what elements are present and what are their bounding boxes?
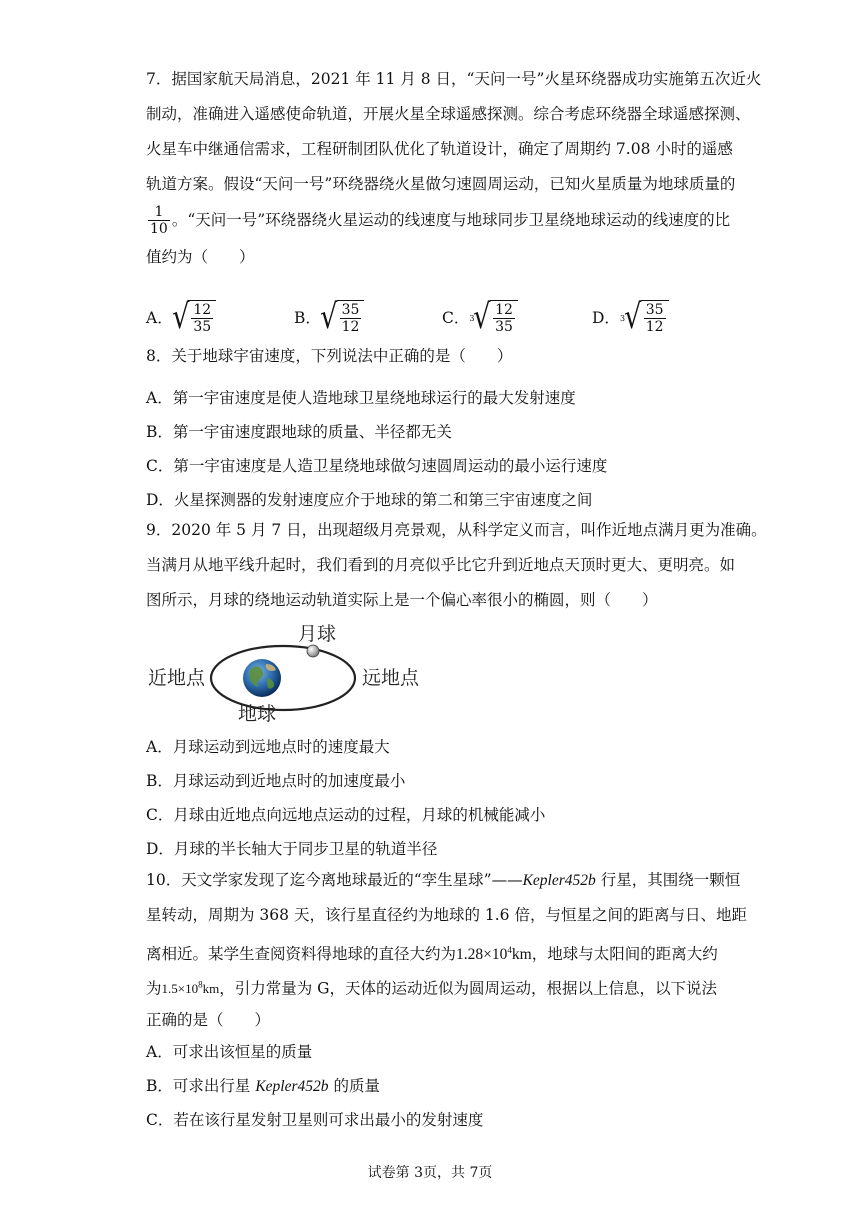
q10-line-2: 星转动，周期为 368 天，该行星直径约为地球的 1.6 倍，与恒星之间的距离与日、地距 [146,906,747,924]
question-7 [146,62,762,275]
q9-option-d[interactable]: D．月球的半长轴大于同步卫星的轨道半径 [146,840,438,858]
q9-line-3: 图所示，月球的绕地运动轨道实际上是一个偏心率很小的椭圆，则（ ） [146,591,658,609]
q10-option-b[interactable]: B．可求出行星 Kepler452b 的质量 [146,1077,380,1095]
q9-option-a[interactable]: A．月球运动到远地点时的速度最大 [146,738,390,756]
q7-option-b[interactable]: B． √ $\frac{35}{12}$ [294,296,364,338]
label-apogee: 远地点 [362,667,420,689]
label-moon: 月球 [298,623,337,645]
q7-line-1: 7．据国家航天局消息，2021 年 11 月 8 日，“天问一号”火星环绕器成功实施第五次近火 [146,70,762,88]
label-earth: 地球 [238,703,277,725]
q10-line-3: 离相近。某学生查阅资料得地球的直径大约为$1.28\times 10^4km$，地球与太阳间的距离大约 [146,945,718,964]
q7-line-2: 制动，准确进入遥感使命轨道，开展火星全球遥感探测。综合考虑环绕器全球遥感探测、 [146,105,751,123]
orbit-diagram [148,620,438,730]
sqrt-icon: √ $\frac{12}{35}$ [173,300,217,335]
q9-line-2: 当满月从地平线升起时，我们看到的月亮似乎比它升到近地点天顶时更大、更明亮。如 [146,556,736,574]
q8-option-a[interactable]: A．第一宇宙速度是使人造地球卫星绕地球运行的最大发射速度 [146,389,576,407]
q7-line-5-text: 。“天问一号”环绕器绕火星运动的线速度与地球同步卫星绕地球运动的线速度的比 [171,210,731,229]
cube-root-icon: 3 √ $\frac{35}{12}$ [620,300,669,335]
q7-line-5 [146,200,736,240]
q7-line-6: 值约为（ ） [146,248,255,266]
q8-option-b[interactable]: B．第一宇宙速度跟地球的质量、半径都无关 [146,423,452,441]
page-footer: 试卷第 3页，共 7页 [367,1165,493,1181]
q7-option-d[interactable]: D． 3 √ $\frac{35}{12}$ [592,296,669,338]
q7-option-a[interactable]: A． √ $\frac{12}{35}$ [146,296,216,338]
q7-line-4: 轨道方案。假设“天问一号”环绕器绕火星做匀速圆周运动，已知火星质量为地球质量的 [146,175,736,193]
question-9 [146,513,767,618]
moon-icon [307,645,319,657]
q10-line-4: 为$1.5\times 10^8km$，引力常量为 G，天体的运动近似为圆周运动，根据以上信息，以下说法 [146,979,718,998]
earth-diameter-value: $1.28\times 10^4km$ [456,945,532,964]
sqrt-icon: √ $\frac{35}{12}$ [321,300,365,335]
q8-option-c[interactable]: C．第一宇宙速度是人造卫星绕地球做匀速圆周运动的最小运行速度 [146,457,608,475]
orbit-ellipse [211,646,355,710]
q9-option-c[interactable]: C．月球由近地点向远地点运动的过程，月球的机械能减小 [146,806,546,824]
q10-option-c[interactable]: C．若在该行星发射卫星则可求出最小的发射速度 [146,1111,484,1129]
q10-option-a[interactable]: A．可求出该恒星的质量 [146,1043,313,1061]
question-10 [146,863,747,1038]
fraction-one-tenth: $\frac{1}{10}$ [150,203,168,237]
earth-sun-distance-value: $1.5\times 10^8km$ [161,980,220,997]
earth-icon [243,659,281,697]
cube-root-icon: 3 √ $\frac{12}{35}$ [469,300,518,335]
q8-stem: 8．关于地球宇宙速度，下列说法中正确的是（ ） [146,347,513,365]
q7-line-3: 火星车中继通信需求，工程研制团队优化了轨道设计，确定了周期约 7.08 小时的遥感 [146,140,733,158]
q9-line-1: 9．2020 年 5 月 7 日，出现超级月亮景观，从科学定义而言，叫作近地点满月更为准确。 [146,521,767,539]
q7-option-c[interactable]: C． 3 √ $\frac{12}{35}$ [442,296,518,338]
q10-line-5: 正确的是（ ） [146,1011,271,1029]
label-perigee: 近地点 [148,667,206,689]
q8-option-d[interactable]: D．火星探测器的发射速度应介于地球的第二和第三宇宙速度之间 [146,491,593,509]
kepler-name: Kepler452b [522,872,596,889]
q7-options [146,296,746,338]
q9-option-b[interactable]: B．月球运动到近地点时的加速度最小 [146,772,406,790]
q10-line-1: 10．天文学家发现了迄今离地球最近的“孪生星球”——Kepler452b 行星，其围绕一颗恒 [146,871,741,889]
